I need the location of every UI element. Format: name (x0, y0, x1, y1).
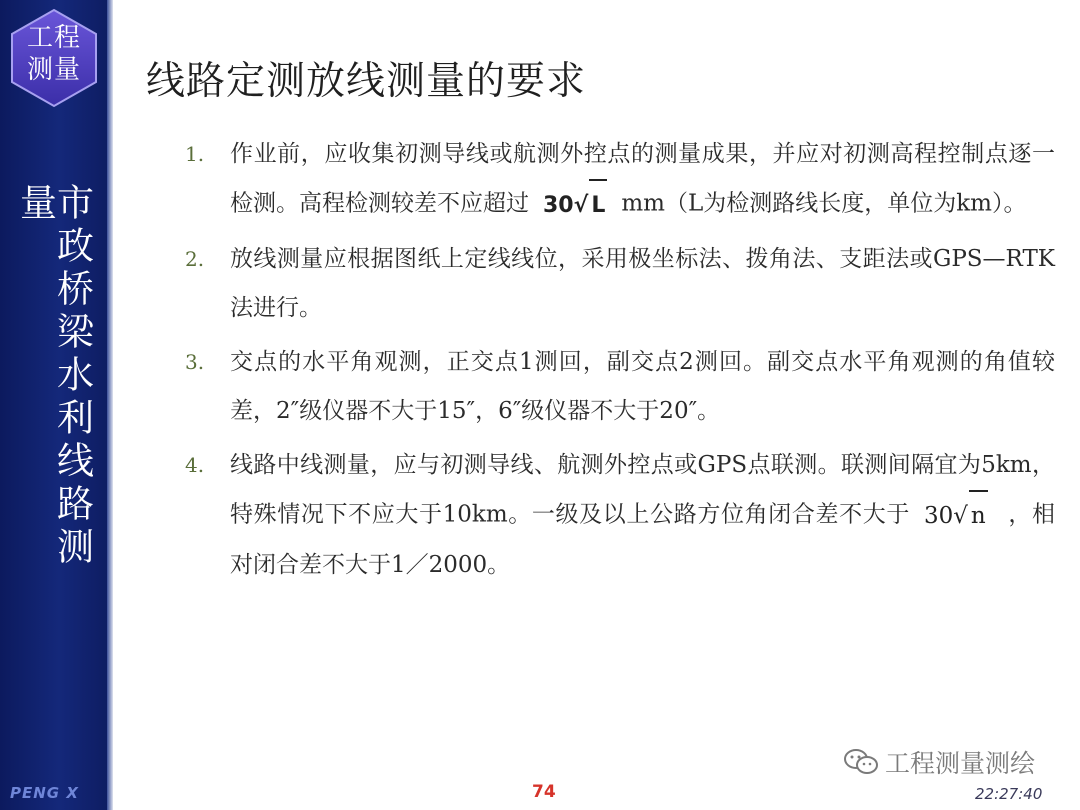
sqrt-icon: √ (573, 193, 589, 218)
watermark (843, 744, 1035, 780)
list-item-number: 2. (185, 247, 205, 271)
wechat-icon (843, 747, 879, 777)
formula-coefficient: 30 (543, 193, 574, 218)
list-item (185, 441, 1055, 590)
badge-line1: 工程 (26, 23, 81, 53)
sidebar-edge (107, 0, 113, 810)
vertical-title: 市政桥梁水利线路测量 (13, 183, 94, 570)
formula-coefficient: 30 (923, 503, 954, 529)
list-item-text: 放线测量应根据图纸上定线线位，采用极坐标法、拨角法、支距法或GPS—RTK法进行。 (230, 246, 1055, 321)
item-text-before: 作业前，应收集初测导线或航测外控点的测量成果，并应对初测高程控制点逐一检测。高程检测较差不应超过 (230, 141, 1055, 217)
badge-text (9, 22, 99, 86)
item-text-after: ，相对闭合差不大于1／2000。 (230, 501, 1056, 578)
sqrt-icon: √ (953, 503, 968, 529)
badge-line2: 测量 (26, 55, 81, 85)
slide-title: 线路定测放线测量的要求 (146, 59, 587, 104)
list-item-number: 3. (185, 350, 205, 374)
formula-radicand: L (589, 179, 607, 230)
item-text-before: 线路中线测量，应与初测导线、航测外控点或GPS点联测。联测间隔宜为5km，特殊情况下不应大于10km。一级及以上公路方位角闭合差不大于 (230, 452, 1055, 528)
list-item (185, 235, 1055, 333)
vertical-title-container (0, 183, 107, 583)
list-item-text (230, 130, 1055, 230)
clock-time: 22:27:40 (975, 785, 1043, 803)
item-text-after: mm（L为检测路线长度，单位为km）。 (621, 190, 1027, 217)
list-item (185, 130, 1055, 230)
requirements-list (185, 130, 1055, 595)
list-item-number: 4. (185, 453, 205, 477)
list-item-text (230, 441, 1055, 590)
list-item-number: 1. (185, 142, 205, 166)
list-item (185, 338, 1055, 436)
sqrt-formula (543, 179, 607, 230)
list-item-text: 交点的水平角观测，正交点1测回，副交点2测回。副交点水平角观测的角值较差，2″级仪器不大于15″，6″级仪器不大于20″。 (230, 349, 1055, 424)
author-label: PENG X (10, 784, 79, 802)
watermark-text: 工程测量测绘 (885, 749, 1036, 778)
formula-radicand: n (969, 490, 988, 541)
sqrt-formula (924, 490, 988, 541)
page-number: 74 (532, 782, 556, 802)
